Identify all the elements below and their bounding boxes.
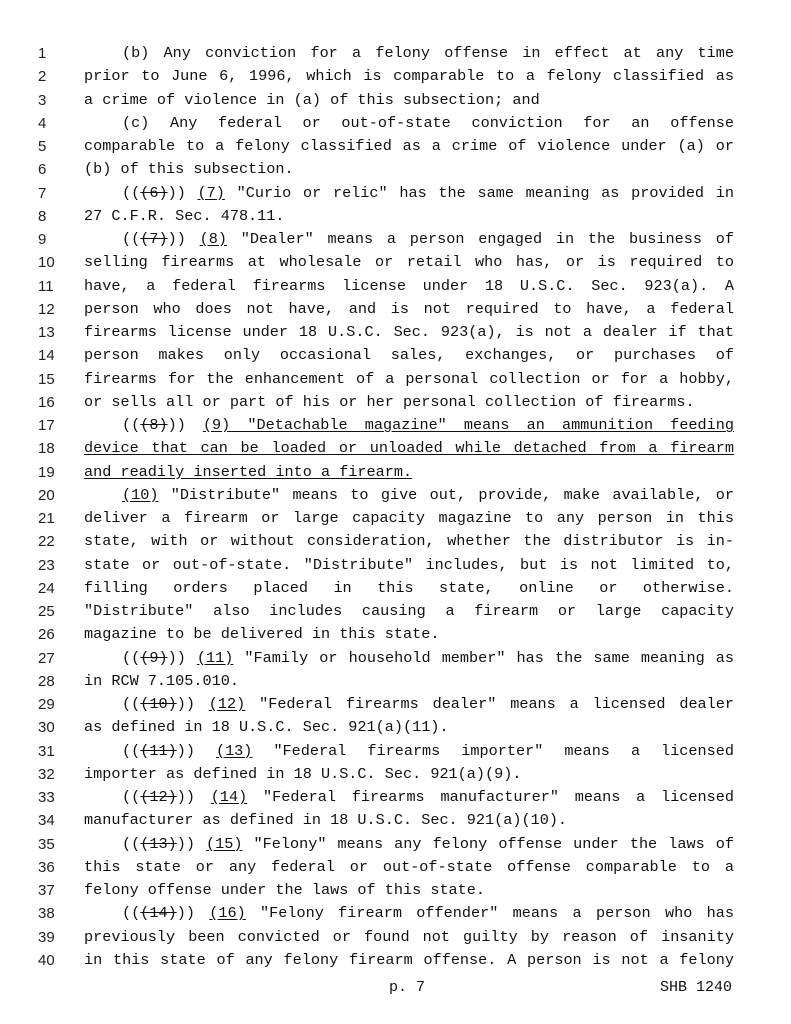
line-number: 14 [38, 347, 55, 365]
text-segment: (b) Any conviction for a felony offense in effect at any time [122, 44, 734, 62]
line-number: 15 [38, 370, 55, 388]
text-segment: previously been convicted or found not guilty by reason of insanity [84, 927, 734, 946]
line-text [84, 693, 734, 716]
text-segment: filling orders placed in this state, online or otherwise. [84, 578, 734, 597]
text-segment: )) [176, 834, 206, 853]
line-text [84, 670, 734, 693]
document-line [0, 135, 791, 158]
text-segment: (( [122, 834, 141, 853]
line-text [84, 902, 734, 925]
text-segment: )) [176, 695, 209, 713]
text-segment: "Dealer" means a person engaged in the business of [226, 230, 734, 248]
line-number: 35 [38, 835, 55, 853]
text-segment: deliver a firearm or large capacity magazine to any person in this [84, 509, 734, 527]
document-line [0, 321, 791, 344]
text-segment: selling firearms at wholesale or retail who has, or is required to [84, 253, 734, 272]
text-segment: "Curio or relic" has the same meaning as provided in [224, 183, 734, 202]
text-segment: felony offense under the laws of this state. [84, 881, 486, 899]
deleted-text: (6) [140, 183, 168, 202]
document-line [0, 437, 791, 460]
document-line [0, 530, 791, 553]
document-line [0, 693, 791, 716]
line-text [84, 65, 734, 88]
line-text [84, 461, 734, 484]
document-line [0, 809, 791, 832]
text-segment: "Felony" means any felony offense under the laws of [242, 834, 734, 853]
bill-identifier: SHB 1240 [660, 979, 733, 996]
line-text [84, 647, 734, 670]
text-segment: "Federal firearms manufacturer" means a licensed [247, 788, 734, 806]
line-text [84, 740, 734, 763]
line-text [84, 205, 734, 228]
line-text [84, 368, 734, 391]
text-segment: in RCW 7.105.010. [84, 671, 239, 690]
deleted-text: (13) [140, 834, 177, 853]
line-text [84, 833, 734, 856]
document-line [0, 647, 791, 670]
line-text [84, 414, 734, 437]
text-segment: prior to June 6, 1996, which is comparable to a felony classified as [84, 67, 734, 86]
text-segment: )) [167, 416, 203, 434]
line-number: 3 [38, 91, 47, 109]
line-text [84, 623, 734, 646]
text-segment: have, a federal firearms license under 18 U.S.C. Sec. 923(a). A [84, 276, 734, 295]
line-text [84, 926, 734, 949]
line-text [84, 112, 734, 135]
line-number: 28 [38, 672, 55, 690]
document-line [0, 65, 791, 88]
document-line [0, 554, 791, 577]
text-segment: "Felony firearm offender" means a person who has [245, 904, 735, 923]
line-text [84, 786, 734, 809]
line-text [84, 391, 734, 414]
text-segment: magazine to be delivered in this state. [84, 625, 440, 644]
line-number: 22 [38, 533, 55, 551]
document-line [0, 623, 791, 646]
line-number: 1 [38, 45, 47, 62]
line-number: 13 [38, 324, 55, 341]
text-segment: )) [167, 648, 197, 667]
line-number: 18 [38, 440, 55, 458]
line-text [84, 135, 734, 158]
document-line [0, 833, 791, 856]
line-number: 38 [38, 905, 55, 923]
text-segment: as defined in 18 U.S.C. Sec. 921(a)(11). [84, 718, 449, 737]
line-number: 33 [38, 789, 55, 806]
document-line [0, 344, 791, 367]
text-segment: person who does not have, and is not required to have, a federal [84, 299, 734, 318]
line-number: 9 [38, 231, 47, 248]
document-line [0, 786, 791, 809]
line-text [84, 321, 734, 344]
text-segment: in this state of any felony firearm offense. A person is not a felony [84, 950, 734, 969]
line-text [84, 879, 734, 902]
line-text [84, 949, 734, 972]
deleted-text: (8) [140, 416, 168, 434]
document-line [0, 298, 791, 321]
inserted-text: (11) [196, 648, 234, 667]
text-segment: firearms for the enhancement of a personal collection or for a hobby, [84, 369, 734, 388]
document-line [0, 763, 791, 786]
document-line [0, 182, 791, 205]
text-segment: (( [122, 416, 141, 434]
document-line [0, 89, 791, 112]
line-number: 2 [38, 68, 47, 86]
text-segment: )) [176, 741, 216, 760]
document-line [0, 507, 791, 530]
line-text [84, 158, 734, 181]
line-number: 30 [38, 719, 55, 737]
line-number: 23 [38, 556, 55, 574]
document-line [0, 251, 791, 274]
line-text [84, 484, 734, 507]
line-number: 17 [38, 417, 55, 434]
document-line [0, 205, 791, 228]
text-segment: "Distribute" also includes causing a firearm or large capacity [84, 602, 734, 620]
line-number: 12 [38, 300, 55, 318]
line-text [84, 228, 734, 251]
document-line [0, 926, 791, 949]
line-number: 34 [38, 812, 55, 830]
inserted-text: (9) "Detachable magazine" means an ammunition feeding [202, 416, 735, 434]
line-number: 24 [38, 579, 55, 597]
line-number: 26 [38, 626, 55, 644]
document-line [0, 484, 791, 507]
deleted-text: (12) [140, 788, 177, 806]
inserted-text: (7) [197, 183, 225, 202]
inserted-text: (8) [199, 230, 227, 248]
line-text [84, 89, 734, 112]
line-text [84, 577, 734, 600]
text-segment: (b) of this subsection. [84, 160, 294, 179]
text-segment: 27 C.F.R. Sec. 478.11. [84, 206, 285, 225]
document-line [0, 42, 791, 65]
text-segment: )) [167, 230, 200, 248]
document-line [0, 716, 791, 739]
text-segment: )) [176, 788, 211, 806]
text-segment: (( [122, 904, 141, 923]
line-number: 6 [38, 161, 47, 179]
line-number: 16 [38, 393, 55, 411]
text-segment: (c) Any federal or out-of-state conviction for an offense [122, 113, 734, 132]
line-number: 20 [38, 486, 55, 504]
inserted-text: device that can be loaded or unloaded while detached from a firearm [84, 439, 734, 458]
line-text [84, 763, 734, 786]
document-line [0, 670, 791, 693]
text-segment: (( [122, 741, 141, 760]
text-segment: state, with or without consideration, whether the distributor is in- [84, 532, 734, 551]
text-segment: )) [167, 183, 198, 202]
text-segment: "Distribute" means to give out, provide, make available, or [158, 485, 734, 504]
line-number: 21 [38, 510, 55, 527]
text-segment: firearms license under 18 U.S.C. Sec. 923(a), is not a dealer if that [84, 323, 734, 341]
document-line [0, 112, 791, 135]
line-text [84, 182, 734, 205]
text-segment: (( [122, 695, 141, 713]
line-number: 8 [38, 207, 47, 225]
page-number: p. 7 [389, 979, 426, 996]
deleted-text: (11) [140, 741, 177, 760]
line-text [84, 42, 734, 65]
line-number: 11 [38, 277, 54, 295]
document-line [0, 275, 791, 298]
deleted-text: (10) [140, 695, 177, 713]
line-text [84, 600, 734, 623]
text-segment: or sells all or part of his or her personal collection of firearms. [84, 392, 695, 411]
document-line [0, 414, 791, 437]
document-line [0, 158, 791, 181]
deleted-text: (7) [140, 230, 168, 248]
text-segment: this state or any federal or out-of-state offense comparable to a [84, 857, 734, 876]
text-segment: a crime of violence in (a) of this subsection; and [84, 90, 540, 109]
document-line [0, 368, 791, 391]
document-line [0, 461, 791, 484]
line-number: 5 [38, 138, 47, 155]
line-number: 40 [38, 951, 55, 969]
line-number: 39 [38, 928, 55, 946]
line-text [84, 856, 734, 879]
line-number: 37 [38, 882, 55, 899]
line-text [84, 554, 734, 577]
inserted-text: (13) [215, 741, 253, 760]
line-text [84, 716, 734, 739]
document-line [0, 577, 791, 600]
document-line [0, 228, 791, 251]
document-line [0, 902, 791, 925]
inserted-text: (15) [206, 834, 243, 853]
line-number: 7 [38, 184, 47, 202]
text-segment: (( [122, 230, 141, 248]
text-segment: "Federal firearms dealer" means a licensed dealer [245, 695, 735, 713]
line-number: 29 [38, 696, 55, 713]
inserted-text: (16) [209, 904, 246, 923]
line-number: 32 [38, 765, 55, 783]
deleted-text: (9) [140, 648, 168, 667]
text-segment: )) [176, 904, 210, 923]
document-line [0, 856, 791, 879]
line-text [84, 437, 734, 460]
line-text [84, 809, 734, 832]
inserted-text: (10) [122, 485, 159, 504]
document-line [0, 600, 791, 623]
document-line [0, 740, 791, 763]
text-segment: comparable to a felony classified as a crime of violence under (a) or [84, 137, 734, 155]
inserted-text: (14) [210, 788, 248, 806]
text-segment: (( [122, 788, 141, 806]
line-text [84, 298, 734, 321]
text-segment: "Family or household member" has the same meaning as [233, 648, 735, 667]
line-text [84, 251, 734, 274]
line-text [84, 344, 734, 367]
text-segment: (( [122, 183, 141, 202]
inserted-text: (12) [208, 695, 246, 713]
line-number: 36 [38, 858, 55, 876]
inserted-text: and readily inserted into a firearm. [84, 462, 413, 481]
line-text [84, 530, 734, 553]
text-segment: "Federal firearms importer" means a licensed [252, 741, 734, 760]
line-number: 10 [38, 254, 55, 272]
line-number: 27 [38, 649, 55, 667]
text-segment: person makes only occasional sales, exchanges, or purchases of [84, 346, 734, 365]
line-number: 25 [38, 603, 55, 620]
document-line [0, 879, 791, 902]
text-segment: importer as defined in 18 U.S.C. Sec. 921(a)(9). [84, 764, 522, 783]
text-segment: state or out-of-state. "Distribute" includes, but is not limited to, [84, 555, 734, 574]
deleted-text: (14) [140, 904, 177, 923]
document-line [0, 391, 791, 414]
line-number: 31 [38, 742, 55, 760]
text-segment: manufacturer as defined in 18 U.S.C. Sec. 921(a)(10). [84, 811, 568, 830]
text-segment: (( [122, 648, 141, 667]
line-text [84, 507, 734, 530]
line-text [84, 275, 734, 298]
document-line [0, 949, 791, 972]
line-number: 4 [38, 114, 47, 132]
line-number: 19 [38, 463, 55, 481]
